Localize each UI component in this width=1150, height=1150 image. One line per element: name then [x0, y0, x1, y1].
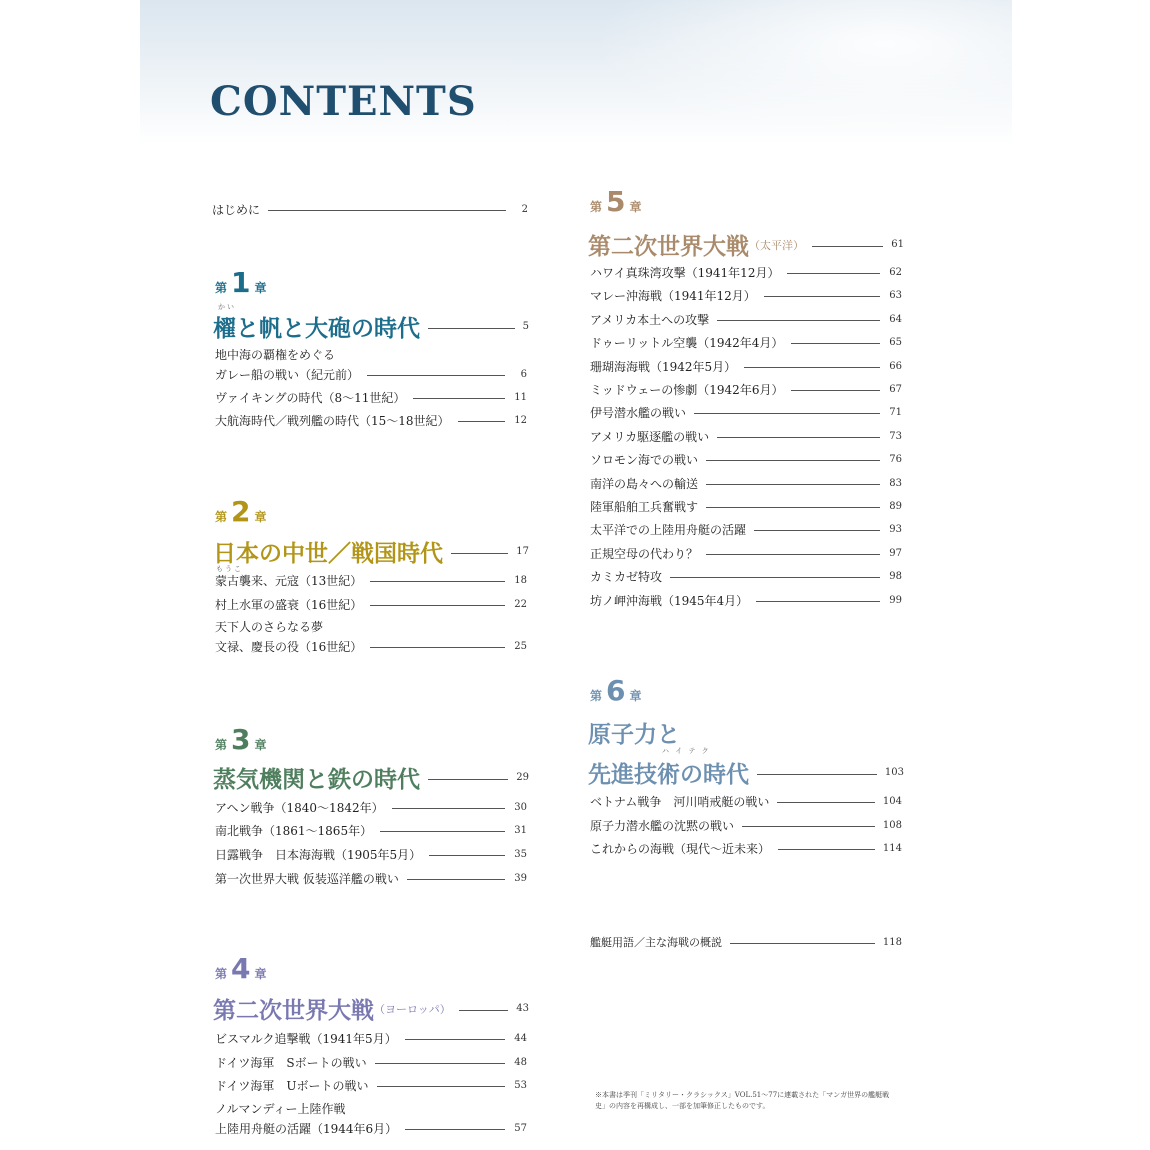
chapter-1-entry-1[interactable]: ガレー船の戦い（紀元前） 6	[215, 368, 527, 382]
chapter-6-entry-2[interactable]: 原子力潜水艦の沈黙の戦い 108	[590, 819, 902, 833]
chapter-6-title[interactable]: 先進技術の時代 103	[588, 761, 904, 788]
chapter-6-entry-1[interactable]: ベトナム戦争 河川哨戒艇の戦い 104	[590, 795, 902, 809]
chapter-4-label: 第 4 章	[215, 952, 267, 985]
chapter-4-entry-2[interactable]: ドイツ海軍 Sボートの戦い 48	[215, 1056, 527, 1070]
chapter-6-entry-3[interactable]: これからの海戦（現代〜近未来） 114	[590, 842, 902, 856]
chapter-4-entry-1[interactable]: ビスマルク追撃戦（1941年5月） 44	[215, 1032, 527, 1046]
chapter-2-entry-3[interactable]: 文禄、慶長の役（16世紀） 25	[215, 640, 527, 654]
page-title: CONTENTS	[210, 78, 477, 125]
chapter-6-ruby: ハ イ テ ク	[662, 747, 711, 755]
chapter-5-entry-11[interactable]: 陸軍船舶工兵奮戦す 89	[590, 500, 902, 514]
chapter-5-entry-10[interactable]: 南洋の島々への輸送 83	[590, 476, 902, 491]
chapter-5-entry-12[interactable]: 太平洋での上陸用舟艇の活躍 93	[590, 523, 902, 538]
leader-line	[428, 328, 515, 329]
chapter-2-entry-2[interactable]: 村上水軍の盛衰（16世紀） 22	[215, 598, 527, 612]
chapter-6-label: 第 6 章	[590, 674, 642, 707]
chapter-3-title[interactable]: 蒸気機関と鉄の時代 29	[213, 766, 529, 793]
chapter-5-entry-4[interactable]: ドゥーリットル空襲（1942年4月） 65	[590, 336, 902, 351]
page-number: 2	[521, 204, 528, 215]
chapter-5-entry-8[interactable]: アメリカ駆逐艦の戦い 73	[590, 429, 902, 444]
chapter-2-ruby: もうこ	[216, 565, 243, 573]
chapter-3-entry-4[interactable]: 第一次世界大戦 仮装巡洋艦の戦い 39	[215, 872, 527, 886]
chapter-5-entry-14[interactable]: カミカゼ特攻 98	[590, 570, 902, 585]
chapter-5-entry-9[interactable]: ソロモン海での戦い 76	[590, 453, 902, 468]
leader-line	[268, 210, 506, 211]
chapter-5-entry-1[interactable]: ハワイ真珠湾攻撃（1941年12月） 62	[590, 266, 902, 280]
chapter-2-entry-1[interactable]: 蒙古襲来、元寇（13世紀） 18	[215, 574, 527, 588]
chapter-5-entry-15[interactable]: 坊ノ岬沖海戦（1945年4月） 99	[590, 593, 902, 608]
chapter-1-entry-2[interactable]: ヴァイキングの時代（8〜11世紀） 11	[215, 391, 527, 405]
chapter-5-entry-7[interactable]: 伊号潜水艦の戦い 71	[590, 406, 902, 421]
chapter-5-entry-6[interactable]: ミッドウェーの惨劇（1942年6月） 67	[590, 383, 902, 397]
chapter-2-label: 第 2 章	[215, 495, 267, 528]
chapter-6-title-line1: 原子力と	[588, 721, 680, 748]
chapter-4-entry-3[interactable]: ドイツ海軍 Uボートの戦い 53	[215, 1079, 527, 1093]
chapter-2-title[interactable]: 日本の中世／戦国時代 17	[213, 540, 529, 567]
chapter-4-title[interactable]: 第二次世界大戦 （ヨーロッパ） 43	[213, 997, 529, 1024]
chapter-5-entry-5[interactable]: 珊瑚海海戦（1942年5月） 66	[590, 359, 902, 374]
chapter-2-entry-3a: 天下人のさらなる夢	[215, 620, 324, 634]
chapter-1-title[interactable]: 櫂と帆と大砲の時代 5	[213, 315, 529, 342]
toc-page	[140, 0, 1012, 1150]
entry-label: はじめに	[212, 203, 261, 217]
glossary-entry[interactable]: 艦艇用語／主な海戦の概説 118	[590, 936, 902, 949]
chapter-5-entry-2[interactable]: マレー沖海戦（1941年12月） 63	[590, 289, 902, 304]
page-number: 5	[522, 321, 529, 332]
chapter-5-label: 第 5 章	[590, 185, 642, 218]
footnote: ※本書は季刊「ミリタリー・クラシックス」VOL.51〜77に連載された「マンガ世界の艦艇戦史」の内容を再構成し、一部を加筆修正したものです。	[595, 1091, 890, 1110]
chapter-5-entry-3[interactable]: アメリカ本土への攻撃 64	[590, 312, 902, 327]
chapter-3-entry-1[interactable]: アヘン戦争（1840〜1842年） 30	[215, 801, 527, 815]
chapter-4-entry-4a: ノルマンディー上陸作戦	[215, 1102, 346, 1116]
intro-entry[interactable]	[212, 201, 528, 218]
chapter-1-label: 第 1 章	[215, 266, 267, 299]
chapter-3-entry-2[interactable]: 南北戦争（1861〜1865年） 31	[215, 824, 527, 838]
chapter-5-entry-13[interactable]: 正規空母の代わり？ 97	[590, 546, 902, 561]
chapter-1-entry-3[interactable]: 大航海時代／戦列艦の時代（15〜18世紀） 12	[215, 414, 527, 428]
chapter-3-label: 第 3 章	[215, 723, 267, 756]
chapter-3-entry-3[interactable]: 日露戦争 日本海海戦（1905年5月） 35	[215, 848, 527, 862]
chapter-1-ruby: かい	[218, 303, 236, 311]
chapter-1-entry-1a: 地中海の覇権をめぐる	[215, 348, 336, 362]
chapter-5-title[interactable]: 第二次世界大戦 （太平洋） 61	[588, 233, 904, 260]
chapter-4-entry-4[interactable]: 上陸用舟艇の活躍（1944年6月） 57	[215, 1122, 527, 1136]
